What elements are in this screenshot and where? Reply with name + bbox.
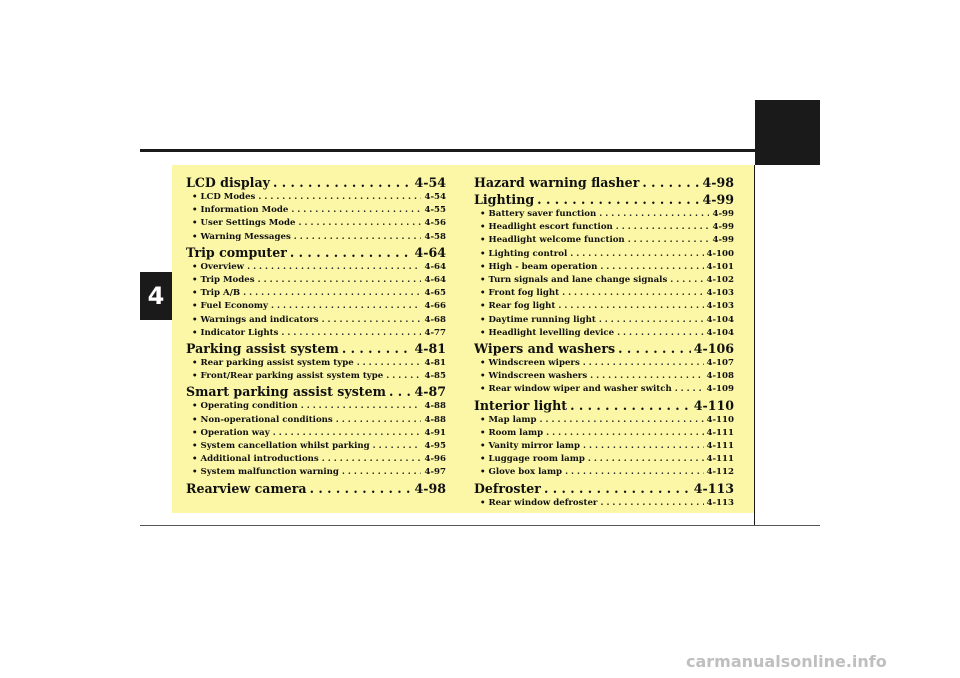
toc-leader-dots [618,340,691,357]
toc-subsection-entry[interactable] [474,314,734,327]
toc-section-entry[interactable] [474,480,734,497]
toc-subsection-entry[interactable] [186,466,446,479]
toc-subsection-entry[interactable] [474,208,734,221]
toc-leader-dots [617,327,703,340]
toc-leader-dots [583,440,704,453]
toc-subsection-entry[interactable] [474,234,734,247]
toc-leader-dots [600,497,703,510]
toc-subsection-entry[interactable] [186,300,446,313]
toc-entry-title: • Front/Rear parking assist system type [192,371,384,382]
toc-section-entry[interactable] [474,191,734,208]
toc-subsection-entry[interactable] [474,427,734,440]
toc-entry-title: • Glove box lamp [480,467,563,478]
toc-leader-dots [291,204,421,217]
toc-page-number: 4-64 [424,275,446,286]
toc-page-number: 4-99 [712,235,734,246]
toc-entry-title: • Room lamp [480,427,544,438]
toc-subsection-entry[interactable] [186,261,446,274]
toc-page-number: 4-110 [693,397,734,413]
chapter-tab: 4 [140,272,172,320]
toc-entry-title: • Warnings and indicators [192,314,319,325]
toc-entry-title: • Operation way [192,427,270,438]
toc-page-number: 4-64 [424,261,446,272]
toc-right-column [474,174,734,510]
toc-leader-dots [588,453,704,466]
toc-entry-title: Hazard warning flasher [474,175,640,190]
toc-subsection-entry[interactable] [186,453,446,466]
toc-leader-dots [322,314,422,327]
toc-subsection-entry[interactable] [186,327,446,340]
toc-page-number: 4-104 [706,327,734,338]
toc-section-entry[interactable] [186,174,446,191]
toc-entry-title: • Trip Modes [192,275,255,286]
toc-entry-title: • Rear window defroster [480,497,598,508]
toc-subsection-entry[interactable] [186,274,446,287]
toc-page-number: 4-81 [414,341,446,357]
toc-entry-title: • Headlight escort function [480,222,613,233]
watermark: carmanualsonline.info [686,652,887,671]
toc-panel [172,165,754,513]
toc-page-number: 4-111 [706,441,734,452]
toc-entry-title: • Luggage room lamp [480,454,585,465]
corner-tab-block [755,100,820,165]
toc-entry-title: • Rear fog light [480,301,556,312]
toc-leader-dots [583,357,704,370]
toc-entry-title: • User Settings Mode [192,218,296,229]
toc-entry-title: • Headlight levelling device [480,327,615,338]
toc-subsection-entry[interactable] [186,440,446,453]
toc-entry-title: • Rear window wiper and washer switch [480,384,672,395]
toc-leader-dots [247,261,421,274]
toc-entry-title: Interior light [474,397,568,413]
toc-subsection-entry[interactable] [474,274,734,287]
toc-leader-dots [540,414,704,427]
toc-leader-dots [558,300,703,313]
toc-page-number: 4-104 [706,314,734,325]
toc-entry-title: • Lighting control [480,248,568,259]
toc-leader-dots [616,221,710,234]
toc-leader-dots [628,234,710,247]
toc-entry-title: • Vanity mirror lamp [480,441,580,452]
toc-subsection-entry[interactable] [186,370,446,383]
toc-leader-dots [546,427,703,440]
toc-page-number: 4-56 [424,218,446,229]
toc-leader-dots [642,174,699,191]
top-rule [140,149,820,152]
toc-page-number: 4-91 [424,427,446,438]
toc-leader-dots [544,480,691,497]
toc-subsection-entry[interactable] [186,217,446,230]
toc-subsection-entry[interactable] [474,466,734,479]
toc-page-number: 4-64 [414,244,446,260]
toc-section-entry[interactable] [186,244,446,261]
toc-page-number: 4-112 [706,467,734,478]
toc-page-number: 4-113 [693,480,734,496]
toc-page-number: 4-101 [706,261,734,272]
toc-section-entry[interactable] [474,340,734,357]
toc-leader-dots [389,383,412,400]
toc-leader-dots [570,248,703,261]
toc-leader-dots [600,261,703,274]
toc-entry-title: Defroster [474,480,541,496]
toc-entry-title: • System malfunction warning [192,467,339,478]
toc-leader-dots [258,274,422,287]
toc-leader-dots [273,174,412,191]
toc-subsection-entry[interactable] [474,453,734,466]
toc-leader-dots [281,327,421,340]
toc-page-number: 4-54 [424,192,446,202]
toc-subsection-entry[interactable] [186,400,446,413]
toc-leader-dots [357,357,422,370]
toc-entry-title: • Daytime running light [480,314,596,325]
toc-page-number: 4-81 [424,358,446,369]
toc-entry-title: • Operating condition [192,401,298,412]
toc-page-number: 4-106 [693,341,734,357]
toc-subsection-entry[interactable] [474,370,734,383]
toc-subsection-entry[interactable] [474,248,734,261]
toc-entry-title: • Front fog light [480,288,560,299]
toc-subsection-entry[interactable] [186,204,446,217]
toc-entry-title: Parking assist system [186,341,339,357]
toc-page-number: 4-68 [424,314,446,325]
toc-leader-dots [599,208,709,221]
toc-leader-dots [290,244,412,261]
toc-subsection-entry[interactable] [186,357,446,370]
toc-leader-dots [570,397,691,414]
toc-section-entry[interactable] [474,397,734,414]
toc-left-column [186,174,446,497]
toc-page-number: 4-111 [706,454,734,465]
toc-page-number: 4-85 [424,371,446,382]
toc-section-entry[interactable] [186,383,446,400]
toc-leader-dots [373,440,422,453]
toc-leader-dots [599,314,704,327]
toc-leader-dots [322,453,422,466]
toc-subsection-entry[interactable] [474,414,734,427]
toc-section-entry[interactable] [474,174,734,191]
toc-page-number: 4-97 [424,467,446,478]
toc-page-number: 4-107 [706,358,734,369]
toc-entry-title: Smart parking assist system [186,384,386,400]
toc-page-number: 4-66 [424,301,446,312]
toc-entry-title: Wipers and washers [474,341,616,357]
toc-leader-dots [342,466,422,479]
toc-section-entry[interactable] [186,340,446,357]
toc-subsection-entry[interactable] [186,191,446,204]
toc-page-number: 4-98 [414,480,446,496]
toc-page-number: 4-58 [424,231,446,242]
toc-subsection-entry[interactable] [474,221,734,234]
toc-entry-title: • System cancellation whilst parking [192,441,370,452]
toc-entry-title: • Trip A/B [192,288,241,299]
toc-page-number: 4-99 [712,222,734,233]
toc-entry-title: • Indicator Lights [192,327,279,338]
toc-entry-title: Trip computer [186,244,287,260]
toc-subsection-entry[interactable] [474,287,734,300]
toc-leader-dots [565,466,703,479]
toc-page-number: 4-109 [706,384,734,395]
toc-page-number: 4-103 [706,301,734,312]
toc-leader-dots [273,427,422,440]
toc-page-number: 4-54 [414,175,446,190]
toc-leader-dots [590,370,703,383]
toc-page-number: 4-88 [424,401,446,412]
toc-entry-title: • Map lamp [480,414,537,425]
toc-leader-dots [301,400,422,413]
toc-entry-title: • Headlight welcome function [480,235,625,246]
toc-page-number: 4-55 [424,205,446,216]
toc-page-number: 4-108 [706,371,734,382]
toc-subsection-entry[interactable] [474,383,734,396]
toc-leader-dots [537,191,699,208]
toc-page-number: 4-77 [424,327,446,338]
toc-subsection-entry[interactable] [186,287,446,300]
toc-entry-title: • Non-operational conditions [192,414,333,425]
toc-page-number: 4-111 [706,427,734,438]
toc-entry-title: • Overview [192,261,245,272]
toc-subsection-entry[interactable] [186,231,446,244]
toc-entry-title: • Additional introductions [192,454,319,465]
toc-page-number: 4-98 [702,175,734,190]
toc-leader-dots [670,274,703,287]
toc-leader-dots [675,383,704,396]
toc-entry-title: Rearview camera [186,480,307,496]
toc-subsection-entry[interactable] [474,300,734,313]
toc-subsection-entry[interactable] [474,357,734,370]
toc-page-number: 4-65 [424,288,446,299]
toc-entry-title: • LCD Modes [192,192,256,202]
toc-entry-title: • Battery saver function [480,209,597,219]
toc-subsection-entry[interactable] [474,440,734,453]
toc-leader-dots [294,231,422,244]
toc-page-number: 4-95 [424,441,446,452]
toc-page-number: 4-103 [706,288,734,299]
toc-entry-title: • Information Mode [192,205,289,216]
toc-entry-title: LCD display [186,175,270,190]
toc-leader-dots [243,287,421,300]
toc-leader-dots [562,287,703,300]
toc-leader-dots [299,217,422,230]
toc-page-number: 4-113 [706,497,734,508]
bottom-rule [140,525,820,526]
toc-section-entry[interactable] [186,480,446,497]
toc-page-number: 4-88 [424,414,446,425]
toc-entry-title: • Turn signals and lane change signals [480,275,668,286]
toc-page-number: 4-99 [702,192,734,207]
toc-leader-dots [271,300,421,313]
toc-leader-dots [342,340,412,357]
toc-leader-dots [310,480,412,497]
toc-entry-title: • Warning Messages [192,231,291,242]
toc-page-number: 4-100 [706,248,734,259]
side-rule [754,165,755,525]
toc-subsection-entry[interactable] [474,261,734,274]
toc-subsection-entry[interactable] [474,327,734,340]
toc-entry-title: • Rear parking assist system type [192,358,354,369]
toc-entry-title: • Fuel Economy [192,301,268,312]
toc-entry-title: • Windscreen washers [480,371,588,382]
toc-page-number: 4-96 [424,454,446,465]
toc-page-number: 4-110 [706,414,734,425]
toc-subsection-entry[interactable] [186,314,446,327]
toc-entry-title: • Windscreen wipers [480,358,580,369]
toc-page-number: 4-102 [706,275,734,286]
toc-subsection-entry[interactable] [186,414,446,427]
toc-entry-title: Lighting [474,192,535,207]
toc-entry-title: • High - beam operation [480,261,598,272]
toc-page-number: 4-99 [712,209,734,219]
toc-leader-dots [336,414,422,427]
toc-subsection-entry[interactable] [474,497,734,510]
toc-subsection-entry[interactable] [186,427,446,440]
toc-page-number: 4-87 [414,384,446,400]
toc-leader-dots [258,191,421,204]
toc-leader-dots [386,370,421,383]
